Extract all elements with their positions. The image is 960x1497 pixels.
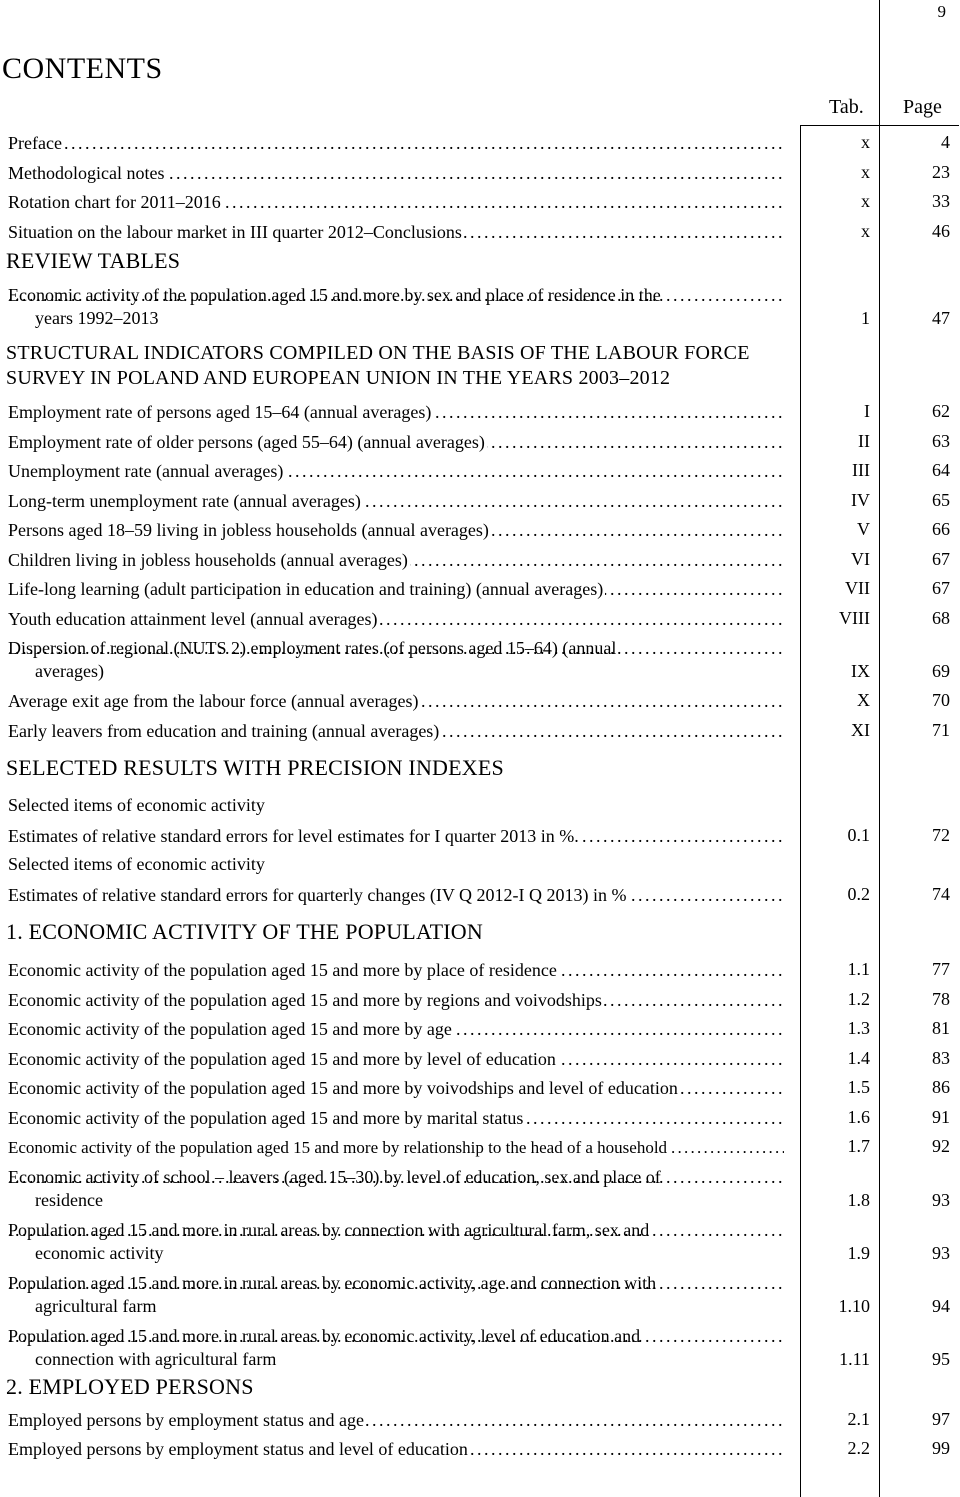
- entry-title: Rotation chart for 2011–2016: [8, 192, 221, 212]
- entry-title: Early leavers from education and training (annual averages): [8, 720, 440, 741]
- section-heading: SELECTED RESULTS WITH PRECISION INDEXES: [6, 755, 504, 780]
- toc-entry[interactable]: [0, 955, 960, 985]
- entry-tab: 1.5: [847, 1077, 870, 1097]
- entry-title: Economic activity of the population aged 15 and more by relationship to the head of a household: [8, 1138, 668, 1157]
- page-number: 9: [937, 2, 946, 21]
- entry-page: 86: [932, 1077, 950, 1097]
- entry-page: 71: [932, 719, 950, 740]
- toc-entry[interactable]: [0, 486, 960, 516]
- entry-page: 93: [932, 1189, 950, 1210]
- entry-page: 65: [932, 489, 950, 510]
- entry-page: 70: [932, 690, 950, 710]
- entry-title: Estimates of relative standard errors for level estimates for I quarter 2013 in %.: [8, 825, 579, 846]
- toc-entry[interactable]: [0, 1073, 960, 1103]
- entry-title-line2: years 1992–2013: [35, 308, 159, 328]
- toc-entry[interactable]: [0, 716, 960, 746]
- toc-entry[interactable]: [0, 1044, 960, 1074]
- entry-tab: 1.4: [847, 1047, 870, 1068]
- entry-title: Methodological notes: [8, 162, 165, 183]
- section-heading: REVIEW TABLES: [6, 248, 181, 273]
- entry-title: Preface: [8, 133, 62, 153]
- entry-page: 74: [932, 883, 950, 904]
- entry-tab: 1.3: [847, 1018, 870, 1038]
- entry-page: 68: [932, 607, 950, 628]
- toc-entry[interactable]: [0, 187, 960, 217]
- entry-page: 66: [932, 519, 950, 539]
- entry-tab: 1.2: [847, 988, 870, 1009]
- entry-page: 77: [932, 959, 950, 979]
- entry-title-line1: Dispersion of regional (NUTS 2) employment rates (of persons aged 15–64) (annual: [8, 638, 617, 658]
- entry-page: 91: [932, 1106, 950, 1127]
- entry-tab: IV: [851, 489, 870, 510]
- entry-page: 99: [932, 1438, 950, 1458]
- entry-tab: x: [861, 191, 870, 211]
- entry-title-line1: Population aged 15 and more in rural areas by connection with agricultural farm, sex and: [8, 1219, 650, 1240]
- entry-page: 95: [932, 1348, 950, 1369]
- toc-entry[interactable]: [0, 985, 960, 1015]
- toc-entry[interactable]: [0, 397, 960, 427]
- entry-title: Economic activity of the population aged 15 and more by level of education: [8, 1048, 556, 1069]
- toc-entry[interactable]: [0, 1132, 960, 1162]
- toc-entry[interactable]: [0, 1014, 960, 1044]
- entry-tab: 2.1: [847, 1408, 870, 1429]
- entry-title: Economic activity of the population aged 15 and more by regions and voivodships: [8, 989, 602, 1010]
- entry-page: 93: [932, 1242, 950, 1263]
- entry-title: Economic activity of the population aged 15 and more by marital status: [8, 1107, 524, 1128]
- toc-entry[interactable]: [0, 821, 960, 851]
- entry-title: Employment rate of older persons (aged 55–64) (annual averages): [8, 431, 485, 452]
- entry-page: 63: [932, 430, 950, 451]
- entry-title-line2: residence: [35, 1189, 103, 1210]
- entry-title: Average exit age from the labour force (annual averages): [8, 691, 419, 711]
- toc-entry[interactable]: [0, 456, 960, 486]
- section-heading: 1. ECONOMIC ACTIVITY OF THE POPULATION: [6, 919, 483, 944]
- entry-tab: 0.1: [847, 824, 870, 845]
- entry-tab: 1.11: [839, 1348, 870, 1369]
- heading-line1: STRUCTURAL INDICATORS COMPILED ON THE BASIS OF THE LABOUR FORCE: [6, 342, 750, 364]
- entry-page: 62: [932, 401, 950, 421]
- page-column-header: Page: [903, 96, 942, 118]
- entry-page: 46: [932, 220, 950, 241]
- entry-title: Unemployment rate (annual averages): [8, 461, 284, 481]
- entry-page: 72: [932, 824, 950, 845]
- entry-title: Situation on the labour market in III quarter 2012–Conclusions: [8, 221, 462, 242]
- toc-entry[interactable]: [0, 1434, 960, 1464]
- entry-title: Youth education attainment level (annual averages): [8, 608, 378, 629]
- toc-entry[interactable]: [0, 217, 960, 247]
- entry-page: 64: [932, 460, 950, 480]
- entry-title: Employed persons by employment status and age: [8, 1409, 364, 1430]
- entry-tab: 1.1: [847, 959, 870, 979]
- entry-tab: XI: [851, 719, 870, 740]
- subheading: Selected items of economic activity: [8, 854, 265, 874]
- entry-tab: 1.7: [847, 1136, 870, 1156]
- entry-tab: X: [857, 690, 870, 710]
- entry-page: 94: [932, 1295, 950, 1316]
- toc-entry[interactable]: [0, 1405, 960, 1435]
- entry-tab: 0.2: [847, 883, 870, 904]
- entry-title-line2: economic activity: [35, 1242, 164, 1263]
- entry-title: Economic activity of the population aged 15 and more by voivodships and level of education: [8, 1078, 678, 1098]
- toc-entry[interactable]: [0, 545, 960, 575]
- entry-page: 83: [932, 1047, 950, 1068]
- entry-page: 78: [932, 988, 950, 1009]
- entry-tab: I: [864, 401, 870, 421]
- entry-tab: IX: [851, 661, 870, 681]
- section-heading: 2. EMPLOYED PERSONS: [6, 1373, 254, 1399]
- entry-tab: x: [861, 161, 870, 182]
- toc-entry[interactable]: [0, 604, 960, 634]
- entry-tab: VIII: [839, 607, 870, 628]
- entry-page: 97: [932, 1408, 950, 1429]
- entry-title-line2: averages): [35, 661, 104, 681]
- entry-title: Long-term unemployment rate (annual averages): [8, 490, 361, 511]
- toc-entry[interactable]: [0, 1103, 960, 1133]
- entry-title: Employed persons by employment status and level of education: [8, 1439, 468, 1459]
- entry-tab: V: [857, 519, 870, 539]
- toc-entry[interactable]: [0, 574, 960, 604]
- entry-title-line1: Population aged 15 and more in rural areas by economic activity, level of education and: [8, 1325, 641, 1346]
- toc-entry[interactable]: [0, 280, 960, 333]
- entry-tab: VII: [845, 578, 870, 598]
- toc-entry[interactable]: [0, 880, 960, 910]
- entry-tab: 2.2: [847, 1438, 870, 1458]
- toc-entry[interactable]: [0, 1268, 960, 1321]
- entry-tab: 1.6: [847, 1106, 870, 1127]
- entry-title-line2: agricultural farm: [35, 1295, 157, 1316]
- entry-page: 92: [932, 1136, 950, 1156]
- entry-tab: 1.9: [847, 1242, 870, 1263]
- entry-page: 81: [932, 1018, 950, 1038]
- entry-title-line1: Economic activity of school – leavers (aged 15–30) by level of education, sex and place of: [8, 1166, 661, 1187]
- entry-tab: 1.8: [847, 1189, 870, 1210]
- entry-title: Employment rate of persons aged 15–64 (annual averages): [8, 402, 432, 422]
- entry-tab: 1: [861, 308, 870, 328]
- tab-column-header: Tab.: [829, 96, 864, 118]
- entry-page: 23: [932, 161, 950, 182]
- entry-title-line1: Population aged 15 and more in rural areas by economic activity, age and connection with: [8, 1272, 657, 1293]
- entry-tab: II: [858, 430, 870, 451]
- entry-title: Economic activity of the population aged 15 and more by age: [8, 1019, 452, 1039]
- table-of-contents: [0, 128, 960, 1464]
- entry-page: 67: [932, 578, 950, 598]
- toc-entry[interactable]: [0, 1321, 960, 1374]
- toc-entry[interactable]: [0, 158, 960, 188]
- entry-page: 33: [932, 191, 950, 211]
- subheading: Selected items of economic activity: [8, 795, 265, 815]
- section-heading: [0, 333, 960, 397]
- toc-entry[interactable]: [0, 1215, 960, 1268]
- entry-title: Economic activity of the population aged 15 and more by place of residence: [8, 960, 557, 980]
- toc-entry[interactable]: [0, 633, 960, 686]
- toc-entry[interactable]: [0, 1162, 960, 1215]
- toc-entry[interactable]: [0, 128, 960, 158]
- entry-page: 47: [932, 308, 950, 328]
- entry-title: Life-long learning (adult participation in education and training) (annual averages): [8, 579, 604, 599]
- entry-tab: 1.10: [838, 1295, 870, 1316]
- toc-entry[interactable]: [0, 686, 960, 716]
- entry-tab: VI: [851, 548, 870, 569]
- entry-page: 69: [932, 661, 950, 681]
- contents-title: CONTENTS: [2, 52, 163, 85]
- toc-entry[interactable]: [0, 515, 960, 545]
- entry-page: 4: [941, 132, 950, 152]
- entry-tab: x: [861, 132, 870, 152]
- entry-tab: III: [852, 460, 870, 480]
- entry-title: Persons aged 18–59 living in jobless households (annual averages): [8, 520, 489, 540]
- entry-title-line2: connection with agricultural farm: [35, 1348, 277, 1369]
- toc-entry[interactable]: [0, 427, 960, 457]
- entry-tab: x: [861, 220, 870, 241]
- entry-title-line1: Economic activity of the population aged 15 and more by sex and place of residence in the: [8, 285, 661, 305]
- entry-title: Estimates of relative standard errors for quarterly changes (IV Q 2012-I Q 2013) in %: [8, 884, 627, 905]
- heading-line2: SURVEY IN POLAND AND EUROPEAN UNION IN THE YEARS 2003–2012: [6, 367, 671, 389]
- entry-title: Children living in jobless households (annual averages): [8, 549, 408, 570]
- entry-page: 67: [932, 548, 950, 569]
